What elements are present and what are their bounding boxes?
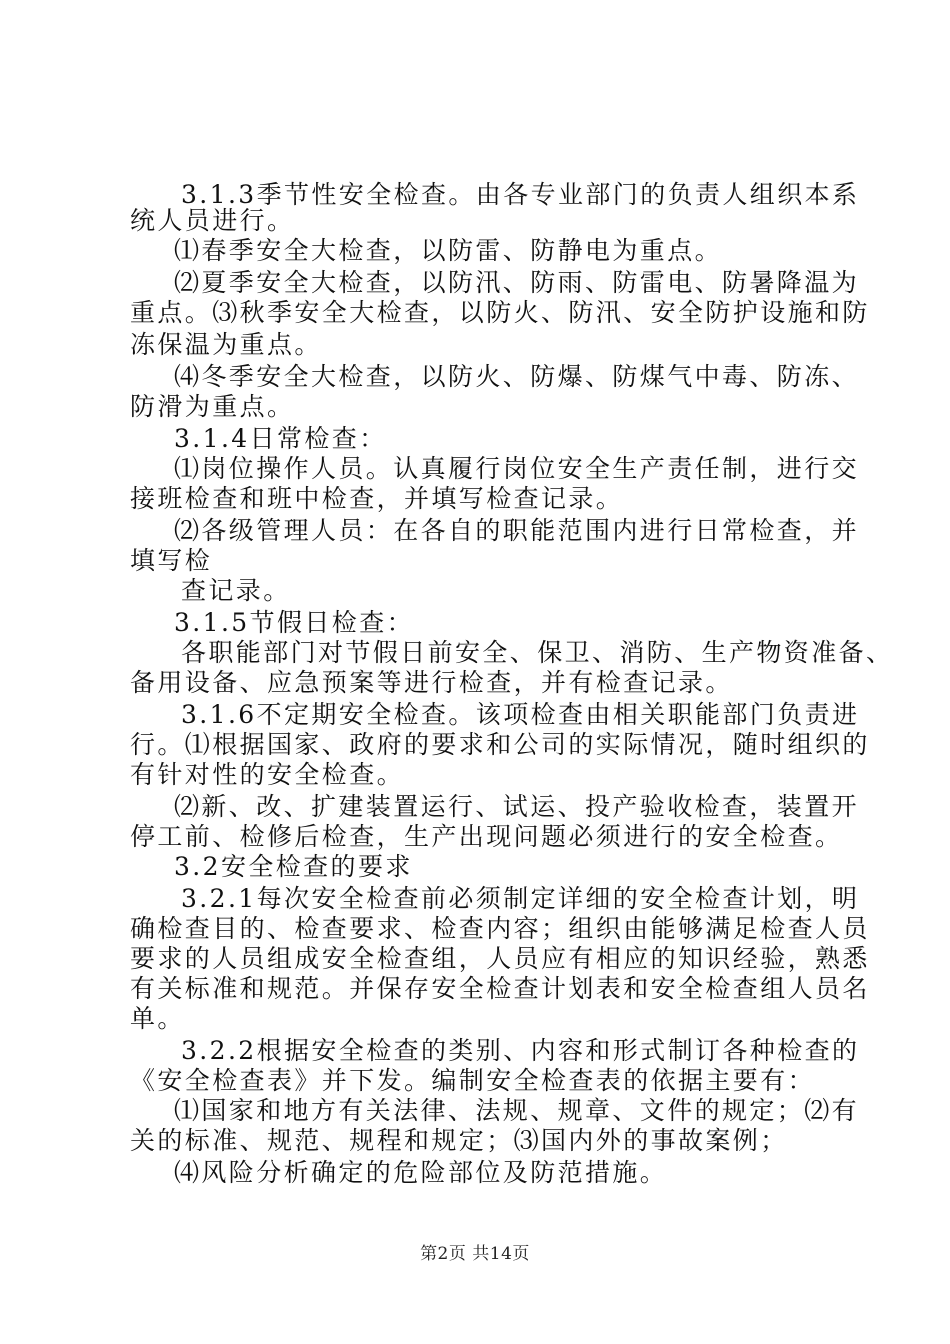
text-line: ⑷风险分析确定的危险部位及防范措施。	[174, 1158, 668, 1187]
text-line: 有针对性的安全检查。	[130, 760, 405, 789]
text-line: 防滑为重点。	[130, 392, 295, 421]
text-line: ⑴岗位操作人员。认真履行岗位安全生产责任制，进行交	[174, 454, 860, 483]
section-heading: 3.2安全检查的要求	[174, 852, 413, 881]
text-line: 《安全检查表》并下发。编制安全检查表的依据主要有：	[130, 1066, 816, 1095]
text-line: ⑵夏季安全大检查，以防汛、防雨、防雷电、防暑降温为	[174, 268, 860, 297]
text-line: 3.1.5节假日检查：	[174, 608, 415, 637]
text-line: 停工前、检修后检查，生产出现问题必须进行的安全检查。	[130, 822, 843, 851]
text-line: 3.1.3季节性安全检查。由各专业部门的负责人组织本系	[181, 180, 860, 209]
text-line: 单。	[130, 1004, 185, 1033]
text-line: ⑵各级管理人员：在各自的职能范围内进行日常检查，并	[174, 516, 860, 545]
text-line: 重点。⑶秋季安全大检查，以防火、防汛、安全防护设施和防	[130, 298, 870, 327]
text-line: 3.1.4日常检查：	[174, 424, 387, 453]
text-line: 要求的人员组成安全检查组，人员应有相应的知识经验，熟悉	[130, 944, 870, 973]
text-line: 统人员进行。	[130, 206, 295, 235]
text-line: ⑴国家和地方有关法律、法规、规章、文件的规定；⑵有	[174, 1096, 860, 1125]
text-line: 接班检查和班中检查，并填写检查记录。	[130, 484, 624, 513]
text-line: 3.1.6不定期安全检查。该项检查由相关职能部门负责进	[181, 700, 860, 729]
text-line: 有关标准和规范。并保存安全检查计划表和安全检查组人员名	[130, 974, 870, 1003]
text-line: 关的标准、规范、规程和规定；⑶国内外的事故案例；	[130, 1126, 788, 1155]
text-line: 填写检	[130, 546, 213, 575]
text-line: 3.2.1每次安全检查前必须制定详细的安全检查计划，明	[181, 884, 860, 913]
page-number-footer: 第2页 共14页	[420, 1244, 530, 1264]
text-line: 3.2.2根据安全检查的类别、内容和形式制订各种检查的	[181, 1036, 860, 1065]
text-line: ⑴春季安全大检查，以防雷、防静电为重点。	[174, 236, 723, 265]
text-line: 备用设备、应急预案等进行检查，并有检查记录。	[130, 668, 733, 697]
text-line: ⑵新、改、扩建装置运行、试运、投产验收检查，装置开	[174, 792, 860, 821]
text-line: 冻保温为重点。	[130, 330, 322, 359]
text-line: 确检查目的、检查要求、检查内容；组织由能够满足检查人员	[130, 914, 870, 943]
text-line: ⑷冬季安全大检查，以防火、防爆、防煤气中毒、防冻、	[174, 362, 860, 391]
text-line: 行。⑴根据国家、政府的要求和公司的实际情况，随时组织的	[130, 730, 870, 759]
text-line: 查记录。	[181, 576, 291, 605]
text-line: 各职能部门对节假日前安全、保卫、消防、生产物资准备、	[181, 638, 894, 667]
